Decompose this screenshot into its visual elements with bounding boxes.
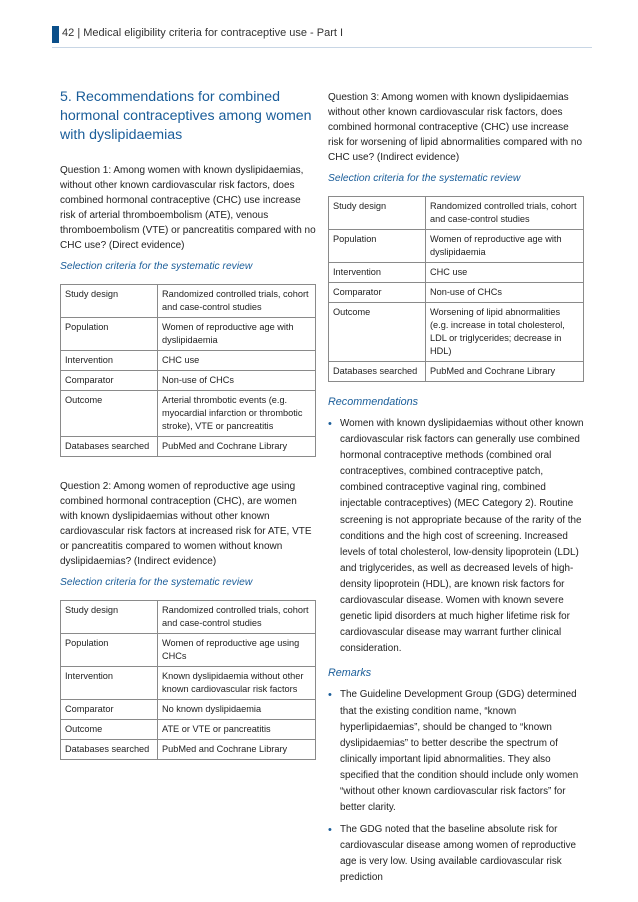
criteria-label: Intervention bbox=[329, 263, 426, 283]
criteria-value: ATE or VTE or pancreatitis bbox=[158, 720, 316, 740]
table-row bbox=[61, 318, 316, 351]
table-row bbox=[61, 667, 316, 700]
header-text bbox=[62, 27, 343, 39]
left-column bbox=[60, 88, 316, 760]
criteria-label: Study design bbox=[61, 285, 158, 318]
right-column bbox=[328, 90, 584, 893]
criteria-value: PubMed and Cochrane Library bbox=[158, 437, 316, 457]
criteria-value: Women of reproductive age using CHCs bbox=[158, 634, 316, 667]
bullet-icon: • bbox=[328, 824, 332, 837]
criteria-value: Non-use of CHCs bbox=[158, 371, 316, 391]
criteria-label: Intervention bbox=[61, 667, 158, 700]
criteria-value: Randomized controlled trials, cohort and case-control studies bbox=[158, 285, 316, 318]
spacer bbox=[60, 457, 316, 479]
section-title: 5. Recommendations for combined hormonal contraceptives among women with dyslipidaemias bbox=[60, 89, 312, 143]
table-row bbox=[61, 351, 316, 371]
table-row bbox=[329, 230, 584, 263]
table-row bbox=[61, 371, 316, 391]
recommendations-heading: Recommendations bbox=[328, 396, 419, 408]
criteria-label: Study design bbox=[329, 197, 426, 230]
running-title: Medical eligibility criteria for contraceptive use - Part I bbox=[83, 27, 344, 39]
question-2: Question 2: Among women of reproductive age using combined hormonal contraception (CHC), are women with known dyslipidaemias without other known cardiovascular risk factors at increased risk for ATE, VTE or pancreatitis compared to women without known dyslipidaemias? (Indirect evidence) bbox=[60, 481, 312, 567]
criteria-value: Randomized controlled trials, cohort and case-control studies bbox=[426, 197, 584, 230]
header-rule bbox=[52, 47, 592, 48]
criteria-label: Comparator bbox=[61, 371, 158, 391]
table-row bbox=[61, 391, 316, 437]
criteria-value: PubMed and Cochrane Library bbox=[426, 362, 584, 382]
criteria-value: CHC use bbox=[426, 263, 584, 283]
criteria-value: Non-use of CHCs bbox=[426, 283, 584, 303]
table-row bbox=[61, 437, 316, 457]
table-row bbox=[61, 720, 316, 740]
question-1-subheading: Selection criteria for the systematic review bbox=[60, 261, 253, 272]
list-item bbox=[328, 416, 584, 657]
question-2-subheading: Selection criteria for the systematic review bbox=[60, 577, 253, 588]
criteria-label: Databases searched bbox=[61, 437, 158, 457]
recommendations-list bbox=[328, 416, 584, 657]
table-row bbox=[61, 601, 316, 634]
bullet-icon: • bbox=[328, 418, 332, 430]
list-item-text: Women with known dyslipidaemias without other known cardiovascular risk factors can generally use combined hormonal contraceptive methods (combined oral contraceptives, combined contraceptive patch, combined contraceptive vaginal ring, combined injectable contraceptives) (MEC Category 2). Routine screening is not appropriate because of the rarity of the conditions and the high cost of screening. Increased levels of total cholesterol, low-density lipoprotein (LDL) and triglycerides, as well as decreased levels of high-density lipoprotein (HDL), are known risk factors for cardiovascular disease. Women with known severe genetic lipid disorders at much higher lifetime risk for cardiovascular disease may warrant further clinical consideration. bbox=[340, 418, 584, 655]
header-separator: | bbox=[77, 27, 81, 39]
criteria-label: Outcome bbox=[61, 391, 158, 437]
remarks-list bbox=[328, 687, 584, 886]
remarks-heading: Remarks bbox=[328, 667, 372, 680]
criteria-value: Women of reproductive age with dyslipidaemia bbox=[426, 230, 584, 263]
criteria-table-3 bbox=[328, 196, 584, 382]
table-row bbox=[61, 634, 316, 667]
criteria-label: Databases searched bbox=[329, 362, 426, 382]
criteria-label: Intervention bbox=[61, 351, 158, 371]
criteria-table-1 bbox=[60, 284, 316, 457]
table-row bbox=[329, 362, 584, 382]
criteria-label: Comparator bbox=[329, 283, 426, 303]
criteria-label: Population bbox=[61, 318, 158, 351]
table-row bbox=[329, 263, 584, 283]
list-item-text: The Guideline Development Group (GDG) determined that the existing condition name, “known hyperlipidaemias”, should be changed to “known dyslipidaemias” to better describe the spectrum of clinically important lipid abnormalities. They also specified that the condition should include only women “without other known cardiovascular risk factors” for better clarity. bbox=[340, 689, 579, 814]
criteria-label: Population bbox=[61, 634, 158, 667]
criteria-label: Population bbox=[329, 230, 426, 263]
list-item bbox=[328, 687, 584, 816]
criteria-label: Study design bbox=[61, 601, 158, 634]
list-item-text: The GDG noted that the baseline absolute risk for cardiovascular disease among women of reproductive age is very low. Using available cardiovascular risk prediction bbox=[340, 824, 577, 884]
criteria-label: Comparator bbox=[61, 700, 158, 720]
question-3: Question 3: Among women with known dyslipidaemias without other known cardiovascular risk factors, does combined hormonal contraceptive (CHC) use increase risk for worsening of lipid abnormalities compared with no CHC use? (Indirect evidence) bbox=[328, 92, 583, 163]
criteria-label: Outcome bbox=[329, 303, 426, 362]
criteria-value: Arterial thrombotic events (e.g. myocardial infarction or thrombotic stroke), VTE or pancreatitis bbox=[158, 391, 316, 437]
table-row bbox=[329, 283, 584, 303]
list-item bbox=[328, 822, 584, 886]
bullet-icon: • bbox=[328, 689, 332, 702]
criteria-value: Known dyslipidaemia without other known cardiovascular risk factors bbox=[158, 667, 316, 700]
table-row bbox=[61, 285, 316, 318]
question-1: Question 1: Among women with known dyslipidaemias, without other known cardiovascular risk factors, does combined hormonal contraceptive (CHC) use increase risk of arterial thromboembolism (ATE), venous thromboembolism (VTE) or pancreatitis compared with no CHC use? (Direct evidence) bbox=[60, 165, 316, 251]
criteria-value: Women of reproductive age with dyslipidaemia bbox=[158, 318, 316, 351]
table-row bbox=[61, 740, 316, 760]
table-row bbox=[329, 197, 584, 230]
criteria-value: No known dyslipidaemia bbox=[158, 700, 316, 720]
table-row bbox=[61, 700, 316, 720]
header-accent-bar bbox=[52, 26, 59, 43]
criteria-table-2 bbox=[60, 600, 316, 760]
table-row bbox=[329, 303, 584, 362]
criteria-value: PubMed and Cochrane Library bbox=[158, 740, 316, 760]
criteria-value: CHC use bbox=[158, 351, 316, 371]
criteria-label: Outcome bbox=[61, 720, 158, 740]
question-3-subheading: Selection criteria for the systematic review bbox=[328, 173, 521, 184]
criteria-value: Randomized controlled trials, cohort and case-control studies bbox=[158, 601, 316, 634]
criteria-label: Databases searched bbox=[61, 740, 158, 760]
page-header bbox=[0, 0, 638, 52]
criteria-value: Worsening of lipid abnormalities (e.g. increase in total cholesterol, LDL or triglycerides; decrease in HDL) bbox=[426, 303, 584, 362]
page-number: 42 bbox=[62, 27, 75, 39]
